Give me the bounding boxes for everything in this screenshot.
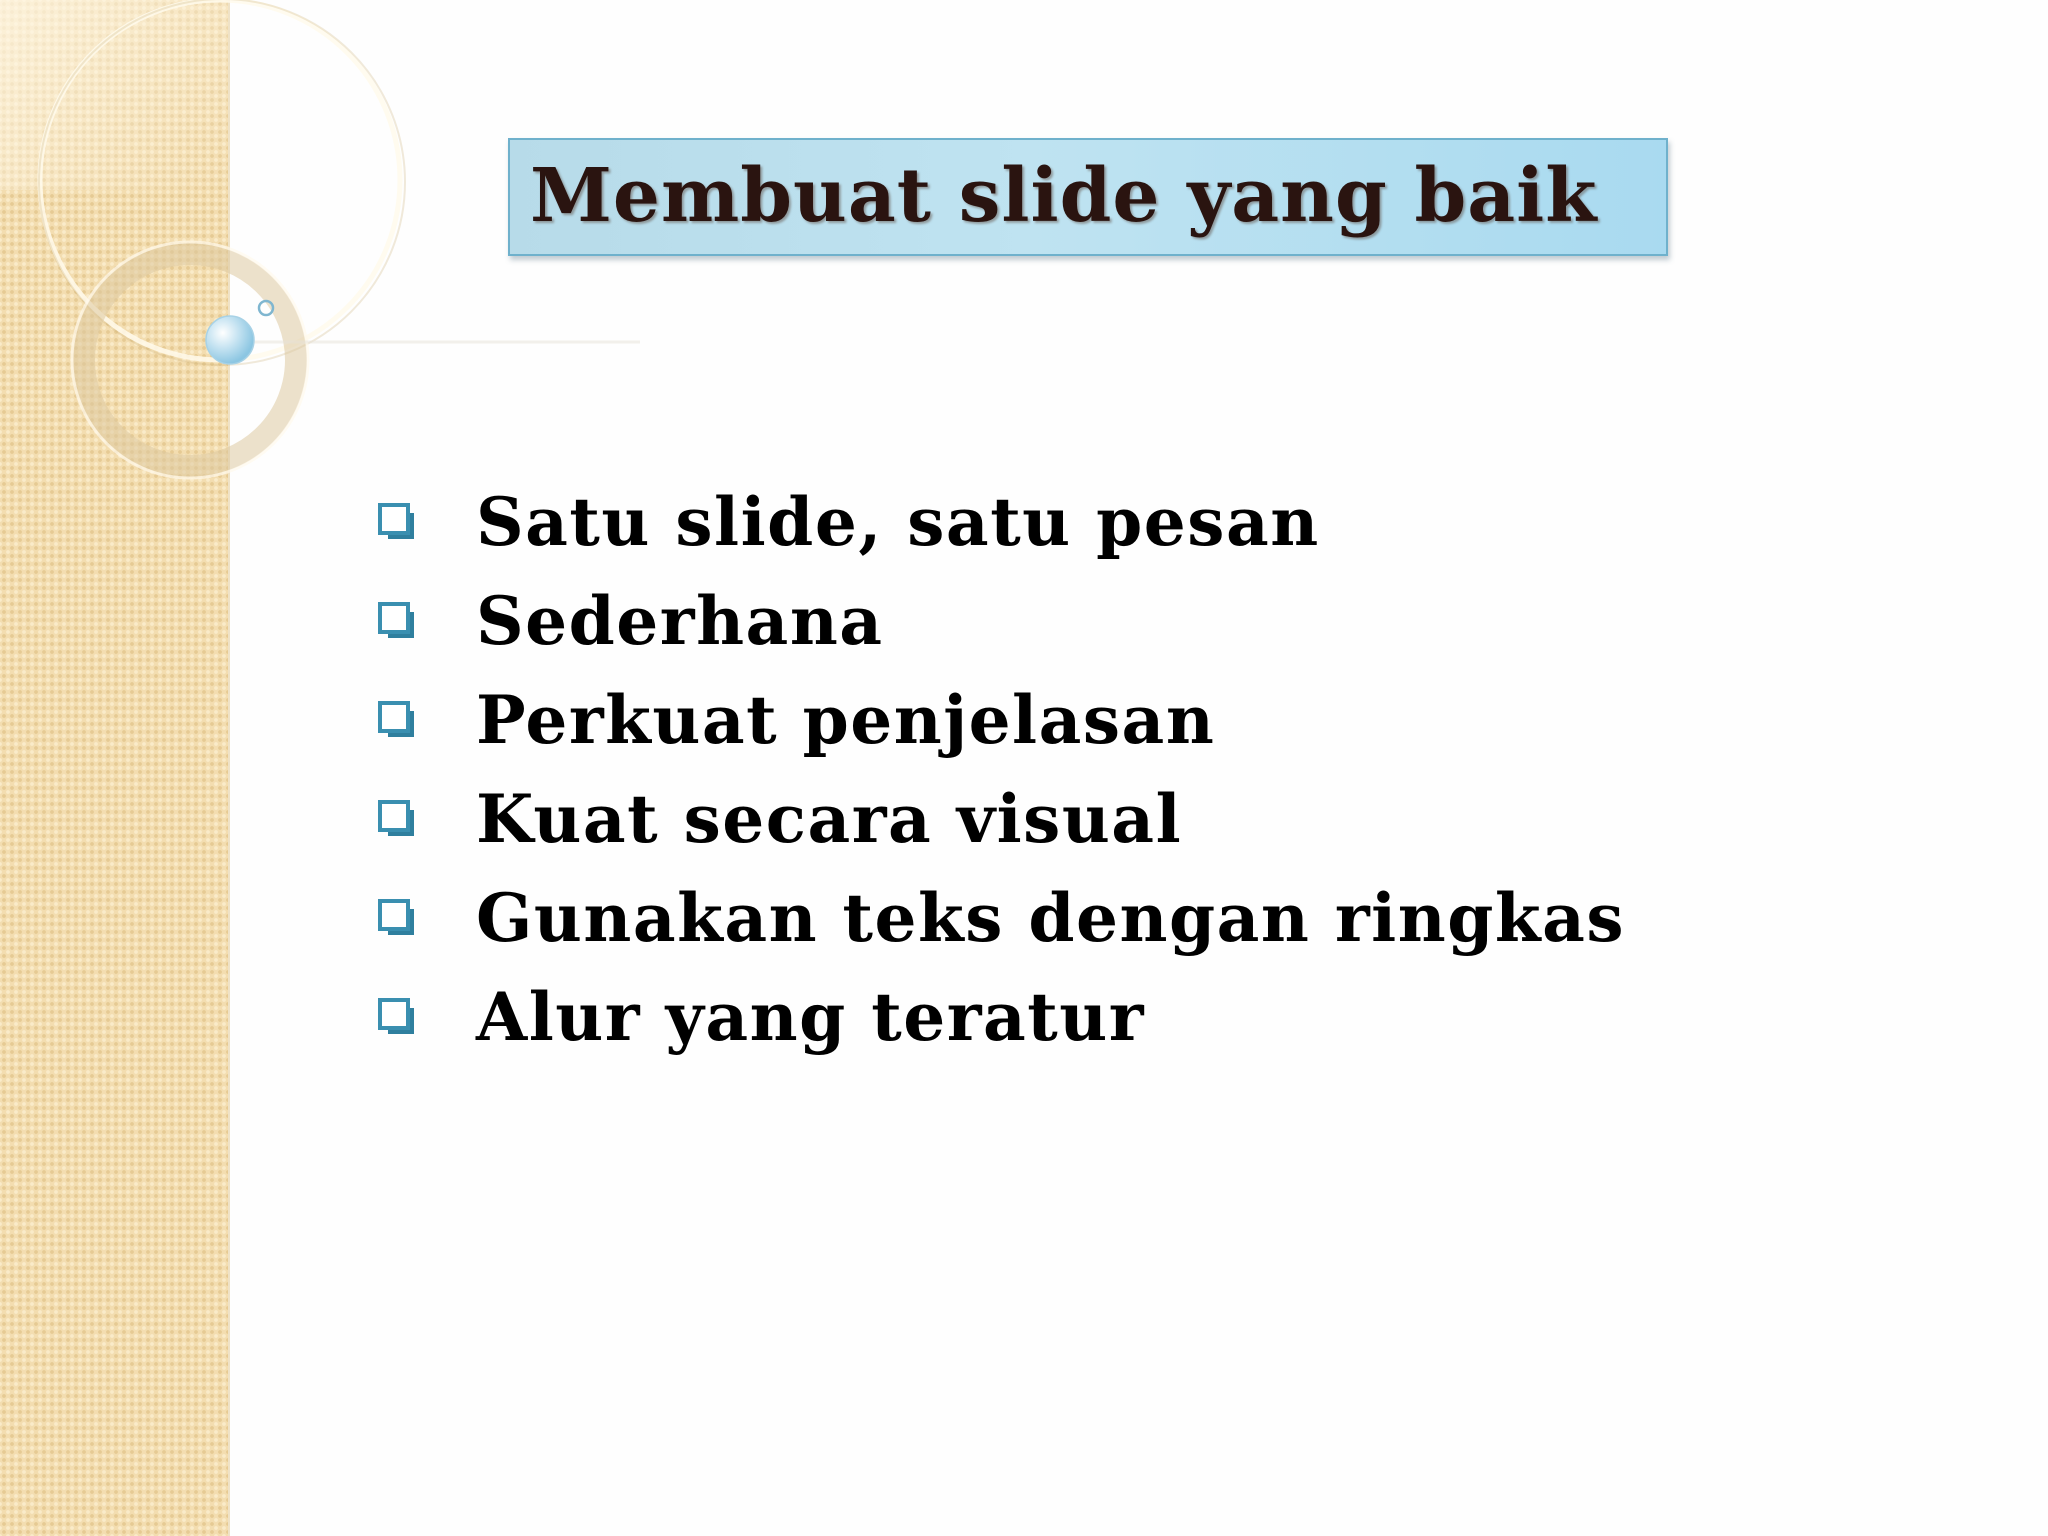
title-box [508,138,1668,256]
hollow-square-bullet-icon [378,800,416,838]
bullet-text: Kuat secara visual [476,779,1183,858]
side-band-pattern [0,0,230,1536]
list-item [378,967,1625,1066]
small-bubble-icon [259,301,273,315]
hollow-square-bullet-icon [378,998,416,1036]
list-item [378,868,1625,967]
list-item [378,571,1625,670]
bullet-list [378,472,1625,1066]
hollow-square-bullet-icon [378,701,416,739]
list-item [378,670,1625,769]
hollow-square-bullet-icon [378,503,416,541]
hollow-square-bullet-icon [378,899,416,937]
bullet-text: Perkuat penjelasan [476,680,1216,759]
hollow-square-bullet-icon [378,602,416,640]
slide-title: Membuat slide yang baik [530,153,1598,239]
bullet-text: Alur yang teratur [476,977,1145,1056]
list-item [378,769,1625,868]
side-band-highlight [0,0,228,190]
bullet-text: Gunakan teks dengan ringkas [476,878,1626,957]
bullet-text: Satu slide, satu pesan [476,482,1320,561]
bullet-text: Sederhana [476,581,884,660]
list-item [378,472,1625,571]
